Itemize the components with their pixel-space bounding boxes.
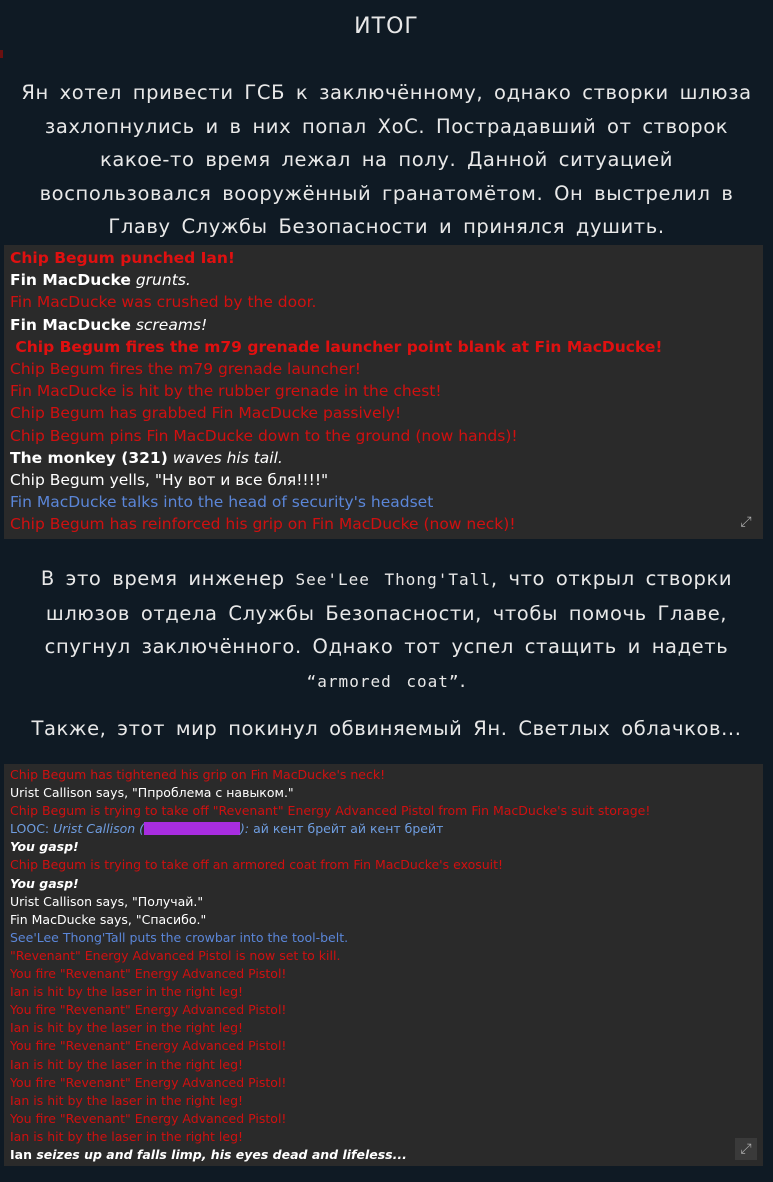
chat-line: "Revenant" Energy Advanced Pistol is now set to kill. bbox=[10, 947, 341, 963]
chat-line-fire: You fire "Revenant" Energy Advanced Pistol! bbox=[10, 1074, 287, 1090]
paragraph-line: спугнул заключённого. Однако тот успел стащить и надеть bbox=[44, 635, 729, 658]
item-name: “armored coat” bbox=[306, 671, 460, 691]
paragraph-line: Ян хотел привести ГСБ к заключённому, однако створки шлюза bbox=[21, 81, 752, 104]
chat-line: Fin MacDucke talks into the head of security's headset bbox=[10, 493, 434, 512]
edge-mark bbox=[0, 50, 3, 58]
chat-line-fire: You fire "Revenant" Energy Advanced Pistol! bbox=[10, 1002, 287, 1018]
chat-speaker: Ian bbox=[10, 1146, 32, 1162]
chat-line bbox=[10, 1146, 757, 1164]
chat-line: Urist Callison says, "Ппроблема с навыком." bbox=[10, 785, 294, 801]
chat-line: Fin MacDucke says, "Спасибо." bbox=[10, 911, 207, 927]
chat-line: Chip Begum fires the m79 grenade launcher! bbox=[10, 360, 361, 379]
looc-speaker: Urist Callison ( bbox=[53, 821, 144, 837]
paragraph-line: Главу Службы Безопасности и принялся душить. bbox=[108, 215, 665, 238]
looc-close: ): bbox=[240, 821, 254, 837]
chat-line: Chip Begum yells, "Ну вот и все бля!!!!" bbox=[10, 471, 329, 490]
chat-line-hit: Ian is hit by the laser in the right leg! bbox=[10, 984, 244, 1000]
paragraph-line: шлюзов отдела Службы Безопасности, чтобы помочь Главе, bbox=[45, 601, 728, 625]
chat-emote: grunts. bbox=[130, 271, 191, 290]
chat-line: Chip Begum is trying to take off "Revenant" Energy Advanced Pistol from Fin MacDucke's suit storage! bbox=[10, 803, 651, 819]
chat-line: Chip Begum fires the m79 grenade launcher point blank at Fin MacDucke! bbox=[10, 337, 663, 356]
chat-line: Chip Begum pins Fin MacDucke down to the ground (now hands)! bbox=[10, 426, 518, 445]
chat-line: Urist Callison says, "Получай." bbox=[10, 893, 204, 909]
paragraph-line bbox=[0, 562, 773, 597]
chat-line-hit: Ian is hit by the laser in the right leg! bbox=[10, 1020, 244, 1036]
chat-line-fire: You fire "Revenant" Energy Advanced Pistol! bbox=[10, 1110, 287, 1126]
chat-line: Chip Begum has reinforced his grip on Fin MacDucke (now neck)! bbox=[10, 515, 516, 534]
chat-log-2 bbox=[4, 764, 763, 1166]
chat-emote: waves his tail. bbox=[167, 448, 283, 467]
censor-bar bbox=[144, 822, 240, 835]
paragraph-text: . bbox=[459, 668, 467, 692]
chat-line-fire: You fire "Revenant" Energy Advanced Pistol! bbox=[10, 1038, 287, 1054]
chat-line: You gasp! bbox=[10, 839, 79, 855]
chat-line: Chip Begum punched Ian! bbox=[10, 249, 235, 267]
expand-icon[interactable]: ⤢ bbox=[740, 514, 752, 530]
story-paragraph-1 bbox=[7, 76, 767, 244]
story-paragraph-3: Также, этот мир покинул обвиняемый Ян. Светлых облачков... bbox=[31, 717, 742, 740]
paragraph-line: захлопнулись и в них попал ХоС. Пострадавший от створок bbox=[44, 114, 729, 138]
chat-speaker: Fin MacDucke bbox=[10, 271, 131, 290]
chat-line bbox=[10, 314, 757, 336]
chat-line bbox=[10, 447, 757, 469]
chat-line: See'Lee Thong'Tall puts the crowbar into the tool-belt. bbox=[10, 929, 349, 945]
character-name: See'Lee Thong'Tall bbox=[295, 570, 491, 589]
chat-line: Chip Begum is trying to take off an armored coat from Fin MacDucke's exosuit! bbox=[10, 857, 504, 873]
chat-speaker: Fin MacDucke bbox=[10, 315, 131, 334]
paragraph-line: воспользовался вооружённый гранатомётом. Он выстрелил в bbox=[39, 181, 734, 205]
page-title: ИТОГ bbox=[354, 14, 419, 39]
chat-line-hit: Ian is hit by the laser in the right leg! bbox=[10, 1092, 244, 1108]
chat-speaker: The monkey (321) bbox=[10, 448, 168, 467]
looc-message: ай кент брейт ай кент брейт bbox=[253, 821, 444, 837]
chat-line: Chip Begum has grabbed Fin MacDucke passively! bbox=[10, 404, 402, 423]
chat-emote: screams! bbox=[130, 315, 208, 334]
chat-line: Fin MacDucke was crushed by the door. bbox=[10, 293, 317, 312]
paragraph-text: В это время инженер bbox=[40, 567, 296, 590]
chat-line-hit: Ian is hit by the laser in the right leg! bbox=[10, 1128, 244, 1144]
chat-line: Chip Begum has tightened his grip on Fin MacDucke's neck! bbox=[10, 767, 386, 782]
chat-line bbox=[10, 269, 757, 291]
chat-line-looc bbox=[10, 820, 757, 838]
chat-line: You gasp! bbox=[10, 875, 79, 891]
expand-icon[interactable]: ⤢ bbox=[735, 1138, 757, 1160]
looc-prefix: LOOC: bbox=[10, 821, 54, 837]
chat-line: Fin MacDucke is hit by the rubber grenade in the chest! bbox=[10, 382, 442, 401]
chat-line-fire: You fire "Revenant" Energy Advanced Pistol! bbox=[10, 966, 287, 982]
story-paragraph-2 bbox=[0, 562, 773, 698]
paragraph-line bbox=[0, 664, 773, 699]
chat-emote: seizes up and falls limp, his eyes dead and lifeless... bbox=[32, 1146, 407, 1162]
paragraph-line: какое-то время лежал на полу. Данной ситуацией bbox=[99, 148, 674, 171]
chat-line-hit: Ian is hit by the laser in the right leg! bbox=[10, 1056, 244, 1072]
paragraph-text: , что открыл створки bbox=[490, 567, 733, 590]
chat-log-1 bbox=[4, 245, 763, 539]
